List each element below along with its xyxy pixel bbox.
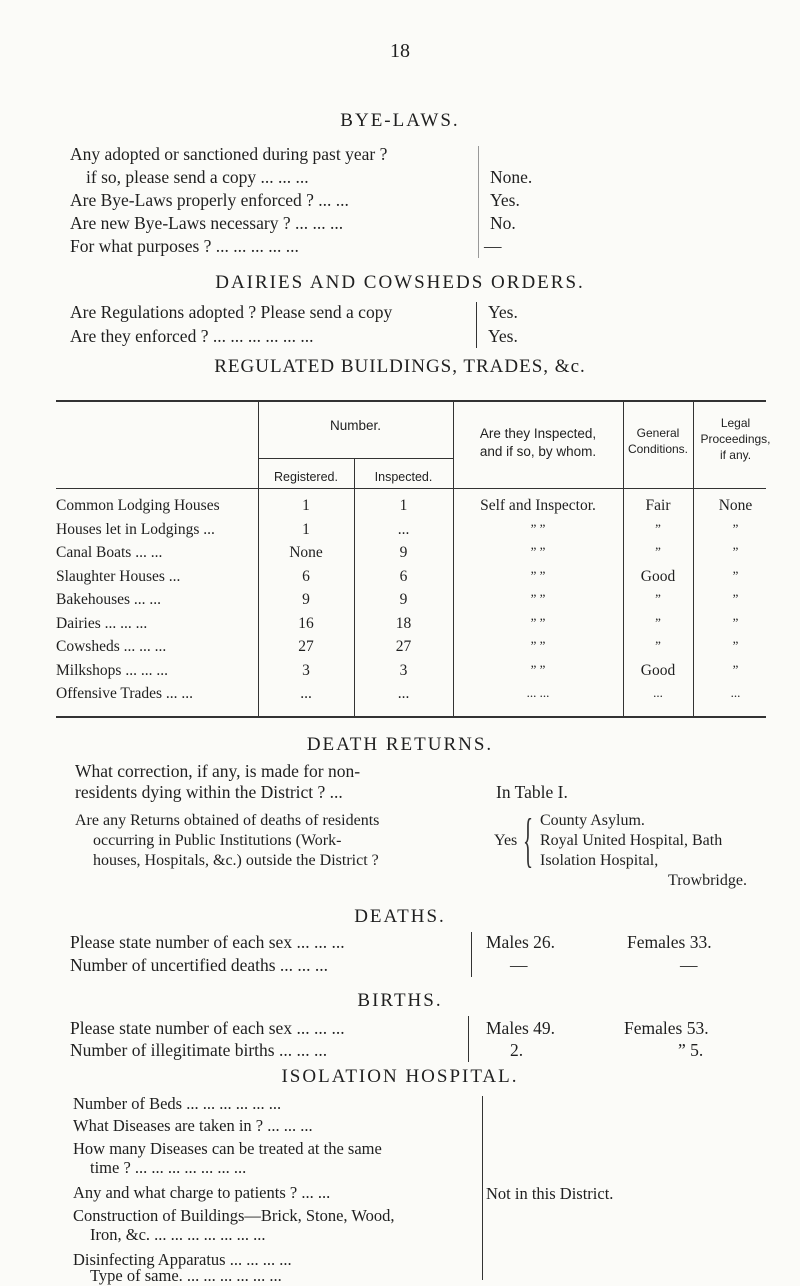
isolation-q2: What Diseases are taken in ? ... ... ...: [73, 1116, 313, 1135]
deaths-females: Females 33.: [627, 932, 712, 952]
table-cell-conditions: Good: [640, 661, 676, 679]
table-cell-inspected-by: Self and Inspector.: [480, 497, 596, 514]
deaths-uncertified-m: —: [510, 955, 528, 975]
dairies-q1: Are Regulations adopted ? Please send a copy: [70, 302, 393, 322]
dairies-divider: [476, 302, 477, 348]
table-cell-registered: 1: [302, 520, 310, 538]
byelaws-q2: Are Bye-Laws properly enforced ? ... ...: [70, 190, 349, 210]
table-row-label: Slaughter Houses ...: [56, 567, 181, 585]
table-row-label: Milkshops ... ... ...: [56, 661, 168, 679]
number-subrule: [258, 458, 453, 459]
births-females: Females 53.: [624, 1018, 709, 1038]
table-cell-inspected: 6: [399, 567, 408, 585]
byelaws-q1-line2: if so, please send a copy ... ... ...: [86, 167, 309, 187]
deaths-heading: DEATHS.: [354, 906, 446, 927]
table-cell-inspected-by: ” ”: [530, 614, 546, 630]
byelaws-a4: —: [484, 236, 502, 256]
isolation-q6: Disinfecting Apparatus ... ... ... ...: [73, 1250, 292, 1269]
isolation-q5-line2: Iron, &c. ... ... ... ... ... ... ...: [90, 1225, 266, 1244]
table-cell-legal: ”: [732, 520, 739, 536]
table-cell-registered: 1: [302, 497, 310, 514]
dairies-a1: Yes.: [488, 302, 518, 322]
table-cell-legal: ”: [732, 591, 739, 606]
death-returns-heading: DEATH RETURNS.: [306, 734, 494, 755]
table-row-label: Houses let in Lodgings ...: [56, 520, 215, 538]
byelaws-q4: For what purposes ? ... ... ... ... ...: [70, 236, 299, 256]
death-returns-a1: In Table I.: [496, 782, 568, 802]
births-q1: Please state number of each sex ... ... ...: [70, 1018, 345, 1038]
table-cell-inspected: 18: [395, 614, 412, 632]
table-cell-registered: 9: [302, 591, 310, 608]
births-heading: BIRTHS.: [357, 990, 443, 1011]
births-q2: Number of illegitimate births ... ... ...: [70, 1040, 328, 1060]
table-cell-conditions: ”: [655, 520, 661, 536]
header-legal-3: if any.: [719, 448, 752, 462]
isolation-q5-line1: Construction of Buildings—Brick, Stone, Wood,: [73, 1206, 395, 1225]
regulated-heading: REGULATED BUILDINGS, TRADES, &c.: [214, 356, 586, 377]
isolation-answer: Not in this District.: [486, 1184, 614, 1203]
table-cell-conditions: ...: [653, 685, 663, 700]
page-number: 18: [390, 40, 410, 62]
dairies-q2: Are they enforced ? ... ... ... ... ... ...: [70, 326, 314, 346]
table-cell-registered: None: [289, 544, 323, 561]
header-inspected: Inspected.: [374, 470, 433, 484]
table-cell-inspected: 9: [399, 591, 408, 608]
death-returns-a2-line4: Trowbridge.: [668, 872, 747, 889]
table-cell-registered: 16: [298, 614, 314, 632]
table-cell-inspected-by: ” ”: [530, 520, 546, 536]
deaths-uncertified-f: —: [680, 955, 698, 975]
table-cell-inspected: 3: [399, 661, 408, 679]
table-row-label: Dairies ... ... ...: [56, 614, 148, 632]
table-cell-conditions: Fair: [645, 497, 671, 514]
table-cell-conditions: ”: [655, 591, 661, 606]
table-cell-legal: None: [718, 497, 753, 514]
death-returns-yes: Yes: [494, 832, 518, 849]
death-returns-a2-line3: Isolation Hospital,: [540, 852, 659, 869]
isolation-q3-line1: How many Diseases can be treated at the same: [73, 1139, 382, 1158]
table-row-label: Offensive Trades ... ...: [56, 685, 194, 702]
table-cell-registered: 6: [302, 567, 310, 585]
table-cell-inspected-by: ” ”: [530, 638, 546, 653]
brace-icon: {: [523, 807, 534, 873]
deaths-q1: Please state number of each sex ... ... ...: [70, 932, 345, 952]
deaths-males: Males 26.: [486, 932, 556, 952]
isolation-q3-line2: time ? ... ... ... ... ... ... ...: [90, 1158, 247, 1177]
header-are-inspected-1: Are they Inspected,: [479, 426, 597, 441]
table-cell-inspected-by: ” ”: [530, 661, 546, 677]
byelaws-divider: [478, 146, 479, 258]
header-general-1: General: [636, 426, 680, 440]
header-registered: Registered.: [274, 470, 338, 484]
table-row-label: Bakehouses ... ...: [56, 591, 162, 608]
isolation-brace-line: [482, 1096, 483, 1280]
header-are-inspected-2: and if so, by whom.: [479, 444, 597, 459]
table-cell-legal: ”: [732, 638, 739, 653]
table-cell-registered: 3: [302, 661, 310, 679]
death-returns-q1-line1: What correction, if any, is made for non-: [75, 761, 361, 781]
table-cell-inspected: 9: [399, 544, 408, 561]
dairies-a2: Yes.: [488, 326, 518, 346]
byelaws-heading: BYE-LAWS.: [340, 110, 460, 131]
table-cell-conditions: ”: [655, 614, 661, 630]
deaths-q2: Number of uncertified deaths ... ... ...: [70, 955, 329, 975]
table-cell-inspected: ...: [397, 685, 410, 702]
births-illegitimate-m: 2.: [510, 1040, 524, 1060]
byelaws-a2: Yes.: [490, 190, 520, 210]
death-returns-a2-line2: Royal United Hospital, Bath: [540, 832, 723, 849]
header-legal-2: Proceedings,: [700, 432, 771, 446]
table-cell-inspected: 27: [395, 638, 412, 655]
table-cell-legal: ...: [730, 685, 741, 700]
table-cell-inspected-by: ” ”: [530, 544, 546, 559]
header-general-2: Conditions.: [627, 442, 689, 456]
death-returns-a2-line1: County Asylum.: [540, 812, 645, 829]
dairies-heading: DAIRIES AND COWSHEDS ORDERS.: [215, 272, 585, 293]
death-returns-q2-line2: occurring in Public Institutions (Work-: [93, 832, 342, 849]
byelaws-q3: Are new Bye-Laws necessary ? ... ... ...: [70, 213, 344, 233]
isolation-heading: ISOLATION HOSPITAL.: [281, 1066, 519, 1087]
table-cell-conditions: ”: [655, 544, 661, 559]
table-cell-conditions: Good: [640, 567, 676, 585]
table-cell-inspected-by: ” ”: [530, 591, 546, 606]
table-cell-inspected-by: ” ”: [530, 567, 546, 583]
table-bottom-rule: [56, 716, 766, 718]
table-row-label: Common Lodging Houses: [56, 497, 220, 514]
death-returns-q1-line2: residents dying within the District ? ...: [75, 782, 343, 802]
death-returns-q2-line1: Are any Returns obtained of deaths of residents: [75, 812, 380, 829]
table-cell-inspected-by: ... ...: [526, 685, 550, 700]
table-cell-legal: ”: [732, 614, 739, 630]
table-cell-inspected: 1: [399, 497, 408, 514]
table-row-label: Canal Boats ... ...: [56, 544, 163, 561]
births-divider: [468, 1016, 469, 1062]
table-row-label: Cowsheds ... ... ...: [56, 638, 167, 655]
death-returns-q2-line3: houses, Hospitals, &c.) outside the District ?: [93, 852, 379, 869]
byelaws-a1: None.: [490, 167, 533, 187]
table-top-rule: [56, 400, 766, 402]
isolation-q4: Any and what charge to patients ? ... ...: [73, 1183, 331, 1202]
header-legal-1: Legal: [720, 416, 751, 430]
table-cell-legal: ”: [732, 661, 739, 677]
header-number: Number.: [329, 418, 382, 433]
table-cell-legal: ”: [732, 544, 739, 559]
births-illegitimate-f: ” 5.: [678, 1040, 704, 1060]
deaths-divider: [471, 932, 472, 977]
byelaws-a3: No.: [490, 213, 516, 233]
isolation-q1: Number of Beds ... ... ... ... ... ...: [73, 1094, 282, 1113]
table-cell-registered: ...: [300, 685, 312, 702]
table-cell-conditions: ”: [655, 638, 661, 653]
table-cell-legal: ”: [732, 567, 739, 583]
table-head-rule: [56, 488, 766, 489]
table-cell-registered: 27: [298, 638, 314, 655]
isolation-q7: Type of same. ... ... ... ... ... ...: [90, 1266, 282, 1285]
table-cell-inspected: ...: [397, 520, 410, 538]
byelaws-q1-line1: Any adopted or sanctioned during past year ?: [70, 144, 388, 164]
births-males: Males 49.: [486, 1018, 556, 1038]
